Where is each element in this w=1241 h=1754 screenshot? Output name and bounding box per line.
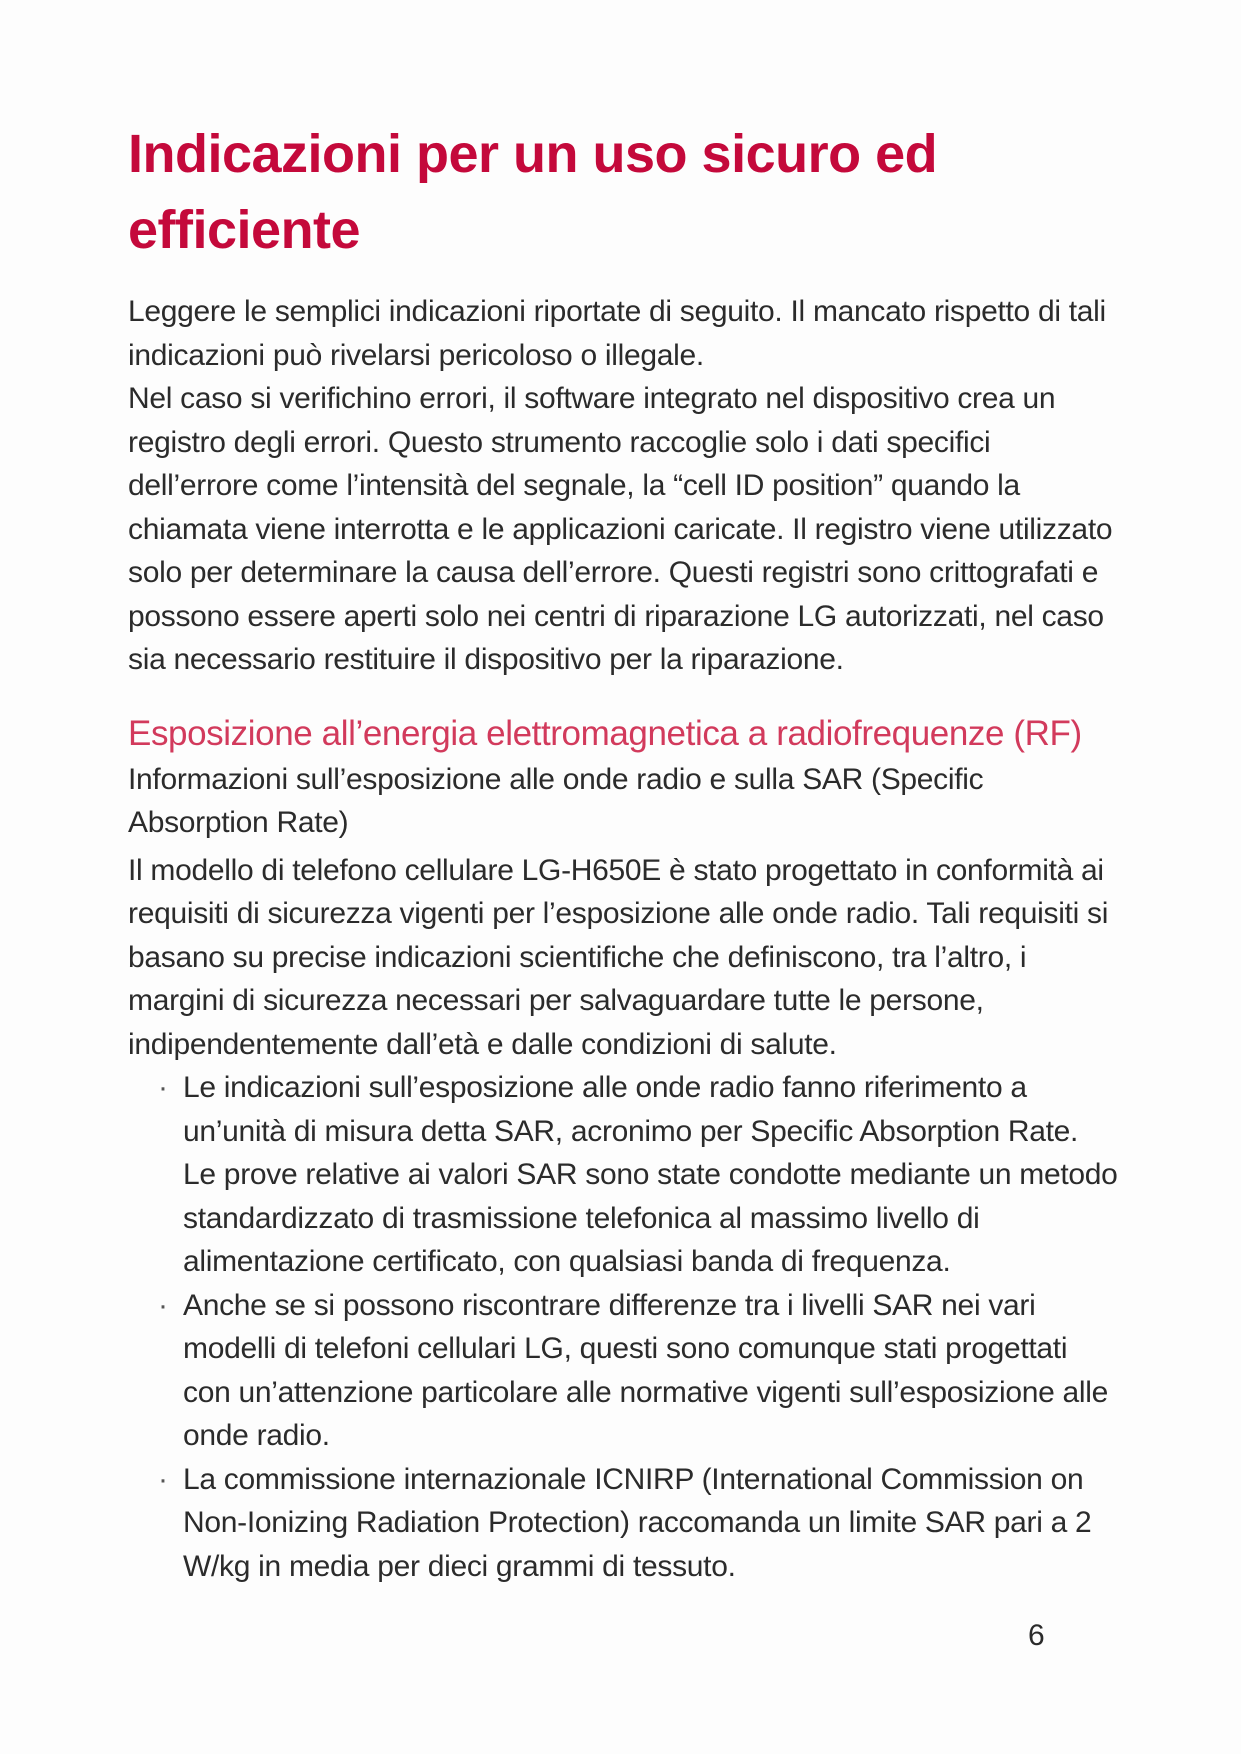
section-heading-rf-exposure: Esposizione all’energia elettromagnetica a radiofrequenze (RF): [128, 713, 1082, 753]
bullet-text: Le indicazioni sull’esposizione alle onde radio fanno riferimento a un’unità di misura detta SAR, acronimo per Specific Absorption Rate. Le prove relative ai valori SAR sono state condotte mediante un metodo standardizzato di trasmissione telefonica al massimo livello di alimentazione certificato, con qualsiasi banda di frequenza.: [183, 1071, 1118, 1278]
intro-paragraph-1: Leggere le semplici indicazioni riportate di seguito. Il mancato rispetto di tali indicazioni può rivelarsi pericoloso o illegale.: [128, 295, 1106, 372]
section-subheading-sar: Informazioni sull’esposizione alle onde radio e sulla SAR (Specific Absorption Rate): [128, 762, 984, 839]
intro-section: [128, 290, 1118, 682]
bullet-text: La commissione internazionale ICNIRP (International Commission on Non-Ionizing Radiation Protection) raccomanda un limite SAR pari a 2 W/kg in media per dieci grammi di tessuto.: [183, 1462, 1092, 1583]
page-number: 6: [1028, 1619, 1045, 1652]
bullet-dot-icon: ·: [158, 1288, 168, 1322]
list-item: [128, 1066, 1118, 1284]
list-item: [128, 1284, 1118, 1458]
section-paragraph-conformity: Il modello di telefono cellulare LG-H650E è stato progettato in conformità ai requisiti di sicurezza vigenti per l’esposizione alle onde radio. Tali requisiti si basano su precise indicazioni scientifiche che definiscono, tra l’altro, i margini di sicurezza necessari per salvaguardare tutte le persone, indipendentemente dall’età e dalle condizioni di salute.: [128, 853, 1109, 1061]
page-title: Indicazioni per un uso sicuro ed efficiente: [128, 124, 938, 260]
sar-bullet-list: [128, 1066, 1118, 1588]
document-page: [128, 116, 1118, 1588]
bullet-text: Anche se si possono riscontrare differenze tra i livelli SAR nei vari modelli di telefoni cellulari LG, questi sono comunque stati progettati con un’attenzione particolare alle normative vigenti sull’esposizione alle onde radio.: [183, 1288, 1109, 1452]
bullet-dot-icon: ·: [158, 1462, 168, 1496]
list-item: [128, 1458, 1118, 1589]
bullet-dot-icon: ·: [158, 1071, 168, 1104]
intro-paragraph-2: Nel caso si verifichino errori, il software integrato nel dispositivo crea un registro degli errori. Questo strumento raccoglie solo i dati specifici dell’errore come l’intensità del segnale, la “cell ID position” quando la chiamata viene interrotta e le applicazioni caricate. Il registro viene utilizzato solo per determinare la causa dell’errore. Questi registri sono crittografati e possono essere aperti solo nei centri di riparazione LG autorizzati, nel caso sia necessario restituire il dispositivo per la riparazione.: [128, 382, 1113, 676]
